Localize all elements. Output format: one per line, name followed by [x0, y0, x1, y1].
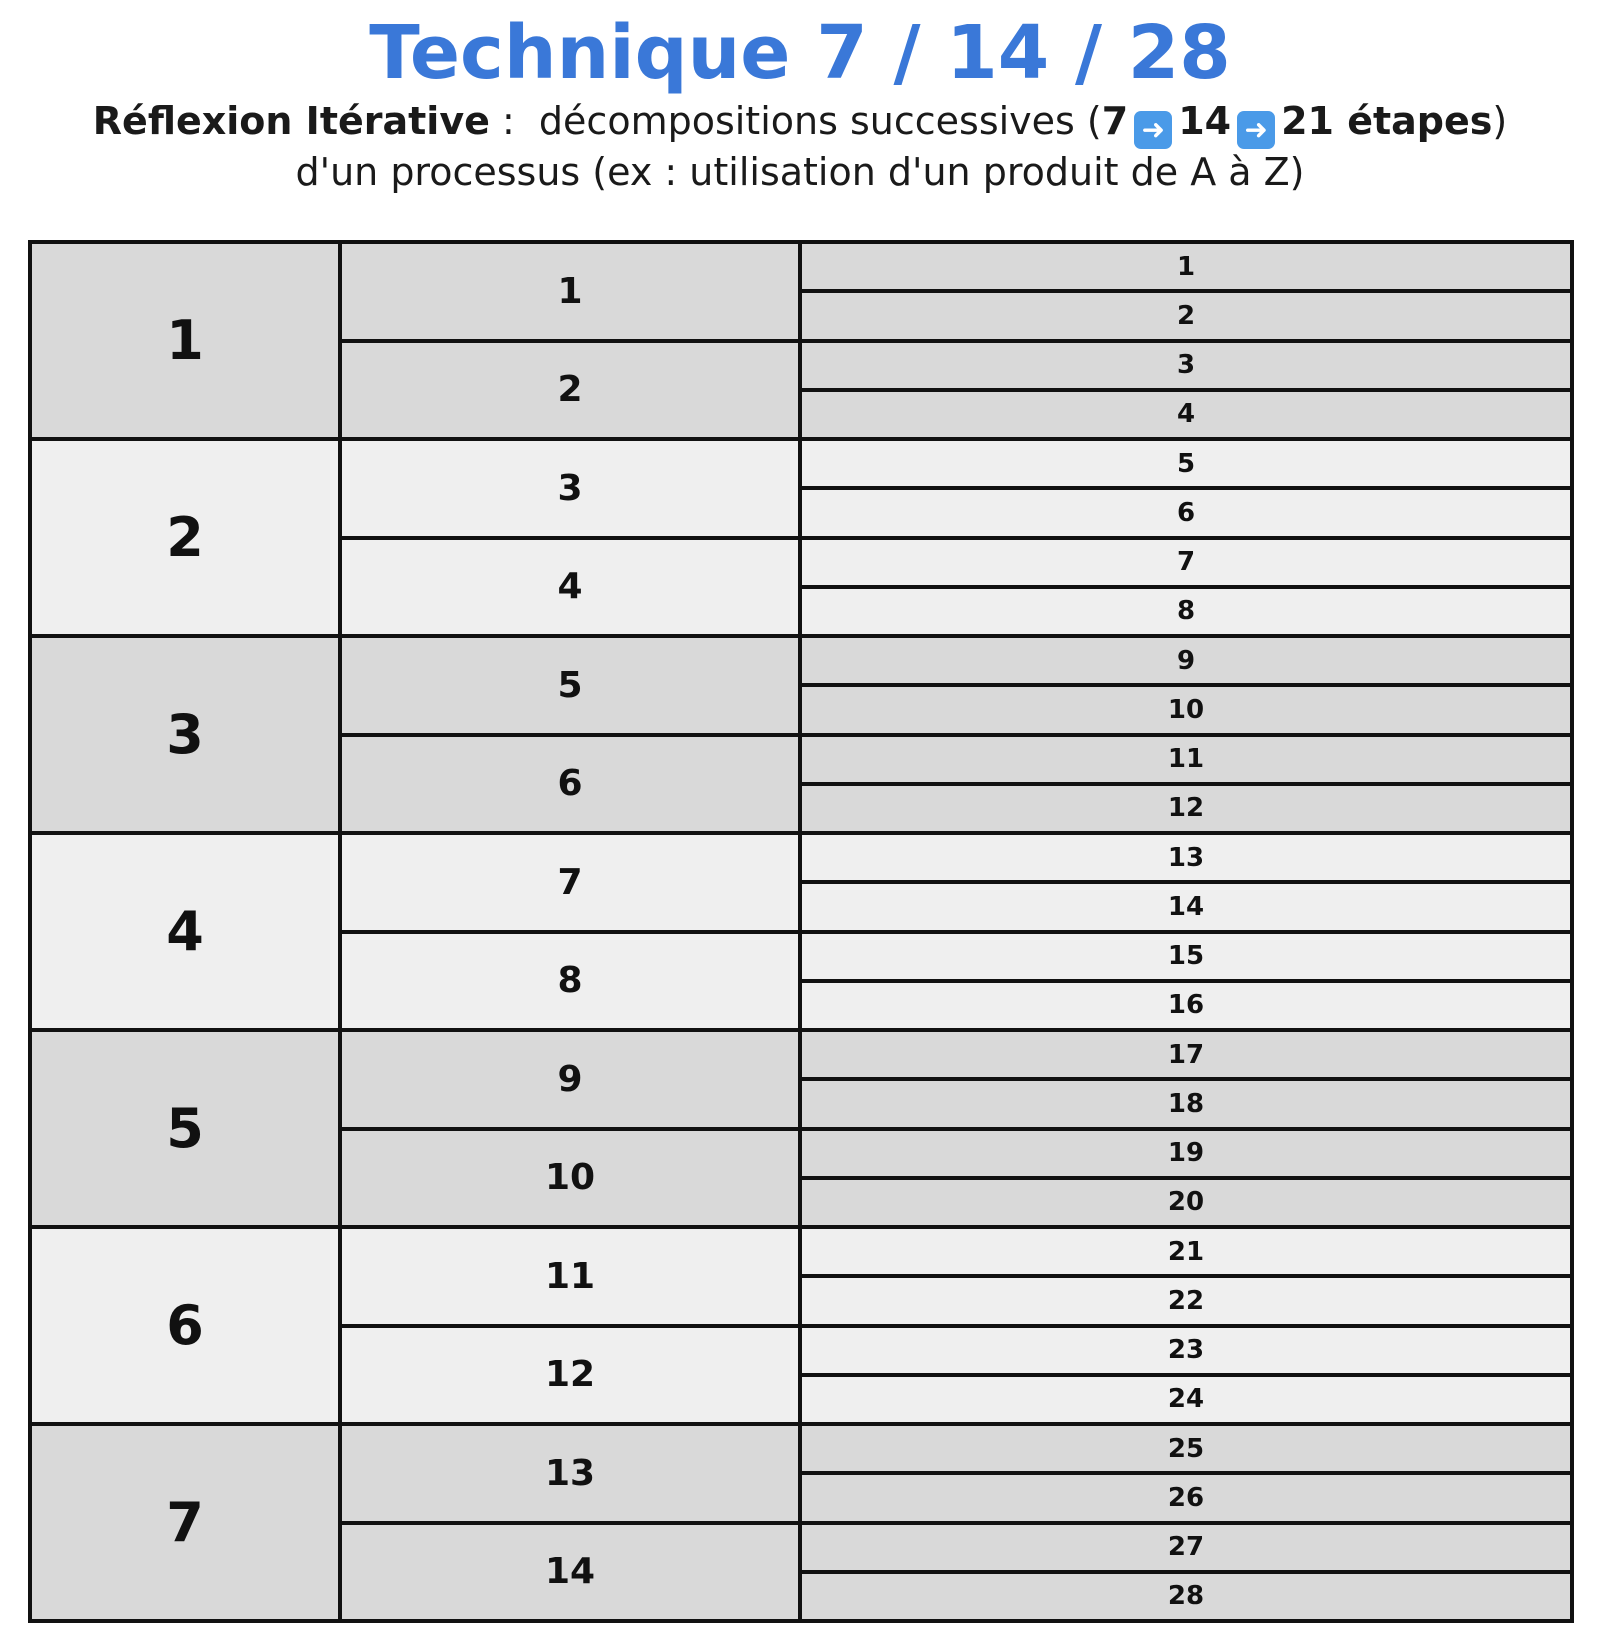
- right-arrow-icon: ➜: [1134, 111, 1172, 149]
- level3-step-cell: 3: [800, 341, 1572, 390]
- level1-step-cell: 7: [30, 1424, 340, 1621]
- row-divider: [340, 339, 1572, 343]
- row-divider: [340, 1127, 1572, 1131]
- row-divider: [800, 683, 1572, 687]
- level3-step-cell: 16: [800, 981, 1572, 1030]
- level3-step-cell: 23: [800, 1326, 1572, 1375]
- level3-step-cell: 21: [800, 1227, 1572, 1276]
- row-divider: [800, 1471, 1572, 1475]
- level3-step-cell: 14: [800, 882, 1572, 931]
- row-divider: [800, 979, 1572, 983]
- row-divider: [800, 585, 1572, 589]
- row-divider: [340, 930, 1572, 934]
- row-divider: [800, 388, 1572, 392]
- row-divider: [800, 486, 1572, 490]
- level1-step-cell: 1: [30, 242, 340, 439]
- column-divider: [338, 242, 342, 1621]
- row-divider: [800, 1570, 1572, 1574]
- level3-step-cell: 8: [800, 587, 1572, 636]
- level2-step-cell: 12: [340, 1326, 800, 1425]
- step-count-a: 7: [1101, 99, 1129, 143]
- level3-step-cell: 12: [800, 784, 1572, 833]
- level3-step-cell: 18: [800, 1079, 1572, 1128]
- level3-step-cell: 24: [800, 1375, 1572, 1424]
- row-divider: [800, 880, 1572, 884]
- row-divider: [800, 1274, 1572, 1278]
- level2-step-cell: 6: [340, 735, 800, 834]
- level1-step-cell: 6: [30, 1227, 340, 1424]
- level2-step-cell: 10: [340, 1129, 800, 1228]
- row-divider: [800, 1176, 1572, 1180]
- level3-step-cell: 13: [800, 833, 1572, 882]
- subtitle-line-2: d'un processus (ex : utilisation d'un produit de A à Z): [295, 150, 1305, 194]
- step-count-c: 21 étapes: [1281, 99, 1493, 143]
- level1-step-cell: 2: [30, 439, 340, 636]
- level1-step-cell: 3: [30, 636, 340, 833]
- column-divider: [798, 242, 802, 1621]
- level2-step-cell: 4: [340, 538, 800, 637]
- row-divider: [340, 1521, 1572, 1525]
- level3-step-cell: 27: [800, 1523, 1572, 1572]
- subtitle-text: décompositions successives (: [538, 99, 1102, 143]
- subtitle-colon: :: [489, 99, 539, 143]
- row-divider: [800, 782, 1572, 786]
- level3-step-cell: 7: [800, 538, 1572, 587]
- level3-step-cell: 9: [800, 636, 1572, 685]
- right-arrow-icon: ➜: [1237, 111, 1275, 149]
- level3-step-cell: 6: [800, 488, 1572, 537]
- level2-step-cell: 11: [340, 1227, 800, 1326]
- level2-step-cell: 2: [340, 341, 800, 440]
- row-divider: [340, 1324, 1572, 1328]
- level2-step-cell: 1: [340, 242, 800, 341]
- level3-step-cell: 15: [800, 932, 1572, 981]
- page-title: Technique 7 / 14 / 28: [369, 10, 1231, 96]
- column-divider: [1570, 242, 1574, 1621]
- level2-step-cell: 7: [340, 833, 800, 932]
- level3-step-cell: 19: [800, 1129, 1572, 1178]
- row-divider: [800, 289, 1572, 293]
- level2-step-cell: 8: [340, 932, 800, 1031]
- level2-step-cell: 3: [340, 439, 800, 538]
- subtitle-close: ): [1492, 99, 1508, 143]
- level3-step-cell: 25: [800, 1424, 1572, 1473]
- level2-step-cell: 13: [340, 1424, 800, 1523]
- row-divider: [800, 1373, 1572, 1377]
- step-count-b: 14: [1178, 99, 1232, 143]
- row-divider: [340, 536, 1572, 540]
- subtitle-bold-label: Réflexion Itérative: [92, 99, 490, 143]
- level1-step-cell: 5: [30, 1030, 340, 1227]
- column-divider: [28, 242, 32, 1621]
- level3-step-cell: 4: [800, 390, 1572, 439]
- level3-step-cell: 10: [800, 685, 1572, 734]
- level3-step-cell: 28: [800, 1572, 1572, 1621]
- row-divider: [800, 1077, 1572, 1081]
- level3-step-cell: 11: [800, 735, 1572, 784]
- level2-step-cell: 9: [340, 1030, 800, 1129]
- level3-step-cell: 22: [800, 1276, 1572, 1325]
- row-divider: [340, 733, 1572, 737]
- level2-step-cell: 5: [340, 636, 800, 735]
- level1-step-cell: 4: [30, 833, 340, 1030]
- level3-step-cell: 20: [800, 1178, 1572, 1227]
- level3-step-cell: 26: [800, 1473, 1572, 1522]
- level3-step-cell: 1: [800, 242, 1572, 291]
- row-divider: [28, 240, 1574, 244]
- level3-step-cell: 2: [800, 291, 1572, 340]
- row-divider: [28, 1619, 1574, 1623]
- level3-step-cell: 5: [800, 439, 1572, 488]
- level2-step-cell: 14: [340, 1523, 800, 1622]
- level3-step-cell: 17: [800, 1030, 1572, 1079]
